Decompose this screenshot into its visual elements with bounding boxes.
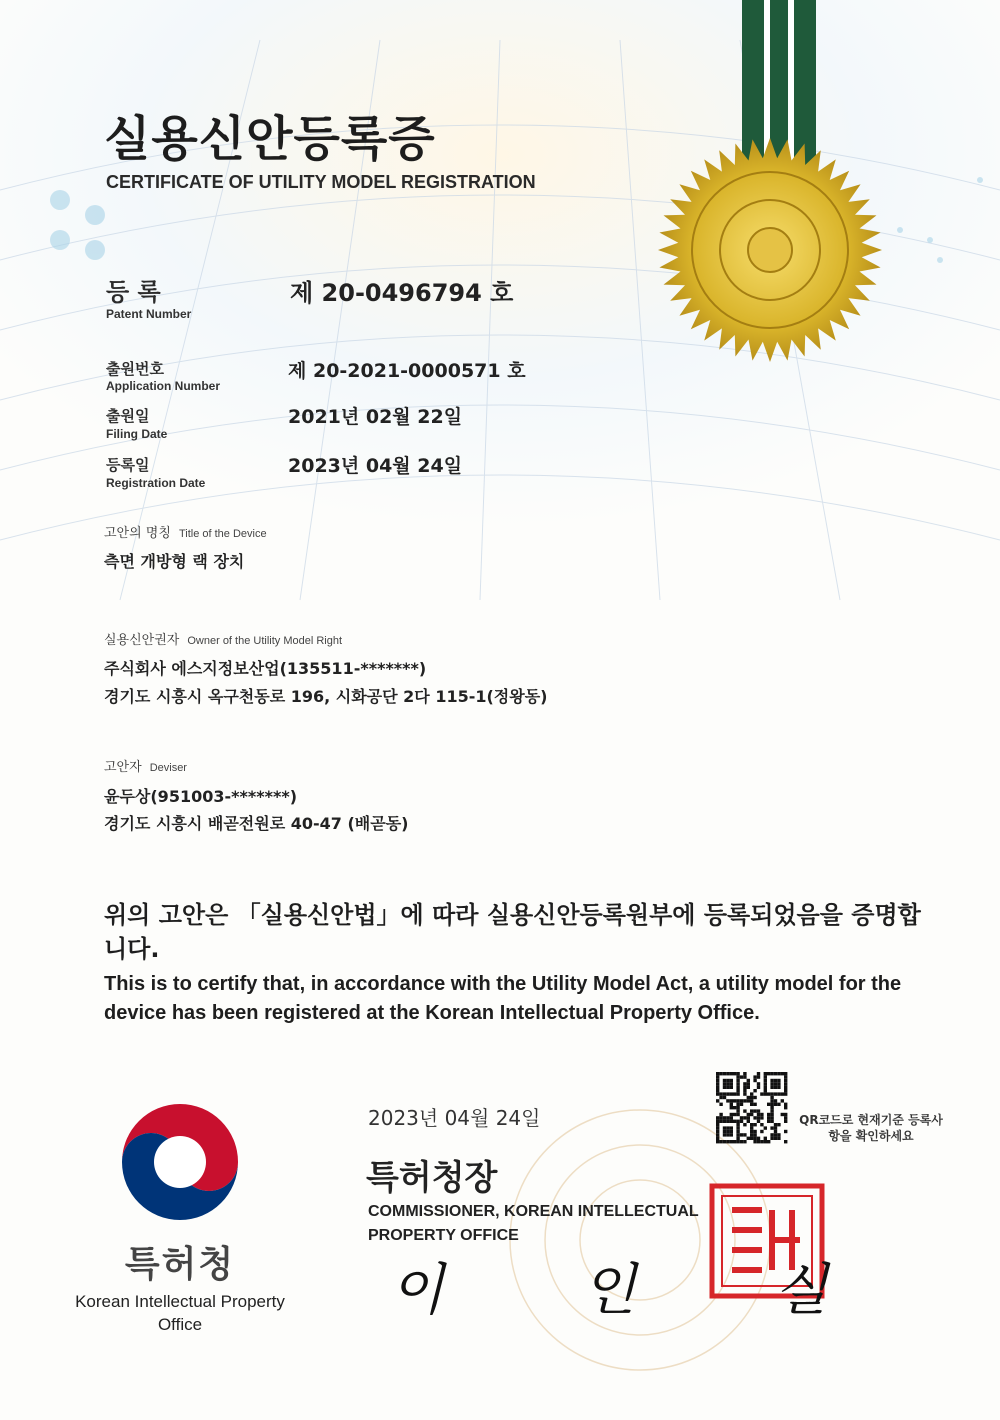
qr-module	[723, 1072, 726, 1075]
qr-module	[736, 1072, 739, 1075]
kipo-logo-text: 특허청	[124, 1244, 236, 1285]
device-label-en: Title of the Device	[178, 528, 267, 540]
qr-module	[750, 1130, 753, 1133]
qr-module	[770, 1106, 773, 1109]
qr-module	[774, 1072, 777, 1075]
qr-module	[716, 1123, 719, 1126]
qr-module	[764, 1137, 767, 1140]
qr-module	[784, 1103, 787, 1106]
qr-module	[730, 1103, 733, 1106]
commissioner-title: 특허청장	[366, 1158, 498, 1198]
qr-module	[736, 1082, 739, 1085]
qr-module	[747, 1137, 750, 1140]
qr-module	[736, 1140, 739, 1143]
qr-module	[781, 1113, 784, 1116]
qr-module	[757, 1075, 760, 1078]
owner-label: 실용신안권자	[104, 633, 180, 648]
qr-module	[716, 1082, 719, 1085]
qr-module	[716, 1072, 719, 1075]
qr-module	[733, 1140, 736, 1143]
qr-module	[730, 1086, 733, 1089]
qr-module	[716, 1137, 719, 1140]
qr-module	[719, 1120, 722, 1123]
qr-module	[716, 1120, 719, 1123]
qr-module	[743, 1075, 746, 1078]
qr-module	[753, 1103, 756, 1106]
gold-seal-graphic	[658, 138, 882, 362]
qr-module	[726, 1086, 729, 1089]
qr-module	[716, 1089, 719, 1092]
qr-module	[740, 1075, 743, 1078]
qr-module	[747, 1086, 750, 1089]
qr-code	[716, 1072, 787, 1143]
qr-module	[723, 1082, 726, 1085]
qr-note: QR코드로 현재기준 등록사항을 확인하세요	[799, 1113, 943, 1143]
qr-module	[750, 1123, 753, 1126]
qr-module	[774, 1130, 777, 1133]
qr-module	[743, 1089, 746, 1092]
qr-module	[770, 1092, 773, 1095]
qr-module	[764, 1126, 767, 1129]
qr-module	[716, 1133, 719, 1136]
certificate-subtitle: CERTIFICATE OF UTILITY MODEL REGISTRATION	[106, 172, 536, 192]
deviser-address: 경기도 시흥시 배곧전원로 40-47 (배곧동)	[104, 814, 409, 833]
filing-label: 출원일	[106, 407, 150, 425]
qr-module	[784, 1140, 787, 1143]
qr-module	[760, 1092, 763, 1095]
qr-module	[726, 1079, 729, 1082]
qr-module	[730, 1106, 733, 1109]
qr-module	[747, 1099, 750, 1102]
qr-module	[770, 1113, 773, 1116]
qr-module	[716, 1126, 719, 1129]
qr-module	[777, 1133, 780, 1136]
qr-module	[743, 1092, 746, 1095]
qr-module	[730, 1072, 733, 1075]
registration-date: 2023년 04월 24일	[288, 455, 463, 477]
signature: 이 인 실	[390, 1258, 888, 1323]
qr-module	[733, 1092, 736, 1095]
qr-module	[774, 1133, 777, 1136]
qr-module	[767, 1140, 770, 1143]
qr-module	[774, 1092, 777, 1095]
qr-module	[726, 1072, 729, 1075]
qr-module	[719, 1113, 722, 1116]
qr-module	[736, 1137, 739, 1140]
qr-module	[740, 1116, 743, 1119]
qr-module	[774, 1086, 777, 1089]
patent-label: 등 록	[106, 278, 161, 306]
qr-module	[730, 1116, 733, 1119]
qr-module	[784, 1113, 787, 1116]
qr-module	[770, 1137, 773, 1140]
qr-module	[733, 1120, 736, 1123]
qr-module	[784, 1075, 787, 1078]
qr-module	[774, 1079, 777, 1082]
qr-module	[740, 1133, 743, 1136]
qr-module	[747, 1082, 750, 1085]
qr-module	[777, 1092, 780, 1095]
qr-module	[753, 1137, 756, 1140]
qr-module	[740, 1103, 743, 1106]
qr-module	[770, 1096, 773, 1099]
qr-module	[781, 1092, 784, 1095]
qr-module	[743, 1109, 746, 1112]
application-number: 제 20-2021-0000571 호	[288, 360, 526, 382]
qr-module	[774, 1123, 777, 1126]
deviser-heading	[104, 756, 187, 775]
qr-module	[784, 1086, 787, 1089]
qr-module	[760, 1130, 763, 1133]
qr-module	[730, 1120, 733, 1123]
qr-module	[764, 1079, 767, 1082]
qr-module	[777, 1086, 780, 1089]
patent-number: 제 20-0496794 호	[290, 279, 514, 307]
qr-module	[753, 1116, 756, 1119]
qr-module	[736, 1099, 739, 1102]
qr-module	[767, 1113, 770, 1116]
qr-module	[767, 1092, 770, 1095]
qr-module	[753, 1130, 756, 1133]
qr-module	[784, 1082, 787, 1085]
owner-label-en: Owner of the Utility Model Right	[187, 635, 343, 647]
qr-module	[774, 1099, 777, 1102]
qr-module	[770, 1082, 773, 1085]
qr-module	[736, 1109, 739, 1112]
qr-module	[740, 1140, 743, 1143]
deviser-label-en: Deviser	[149, 762, 187, 774]
qr-module	[753, 1140, 756, 1143]
qr-module	[784, 1120, 787, 1123]
qr-module	[764, 1092, 767, 1095]
qr-module	[723, 1092, 726, 1095]
device-title: 측면 개방형 랙 장치	[104, 552, 245, 571]
qr-module	[750, 1133, 753, 1136]
qr-module	[726, 1099, 729, 1102]
qr-module	[760, 1113, 763, 1116]
qr-module	[764, 1082, 767, 1085]
qr-module	[750, 1137, 753, 1140]
qr-module	[770, 1103, 773, 1106]
qr-module	[716, 1116, 719, 1119]
qr-module	[747, 1096, 750, 1099]
qr-module	[757, 1116, 760, 1119]
qr-module	[723, 1079, 726, 1082]
qr-module	[743, 1082, 746, 1085]
declaration-en: This is to certify that, in accordance with the Utility Model Act, a utility model for the device has been registered at the Korean Intellectual Property Office.	[104, 973, 902, 1024]
qr-module	[757, 1086, 760, 1089]
qr-module	[750, 1103, 753, 1106]
registration-label: 등록일	[106, 456, 150, 474]
qr-module	[740, 1120, 743, 1123]
qr-module	[747, 1116, 750, 1119]
qr-module	[781, 1099, 784, 1102]
qr-module	[777, 1079, 780, 1082]
owner-address: 경기도 시흥시 옥구천동로 196, 시화공단 2다 115-1(정왕동)	[104, 687, 548, 706]
qr-module	[743, 1140, 746, 1143]
qr-module	[743, 1099, 746, 1102]
qr-module	[750, 1096, 753, 1099]
device-label: 고안의 명칭	[104, 526, 171, 541]
qr-module	[757, 1140, 760, 1143]
qr-module	[719, 1103, 722, 1106]
qr-module	[736, 1113, 739, 1116]
qr-module	[784, 1089, 787, 1092]
qr-module	[716, 1140, 719, 1143]
commissioner-title-en: COMMISSIONER, KOREAN INTELLECTUAL PROPERTY OFFICE	[368, 1203, 699, 1244]
qr-module	[757, 1137, 760, 1140]
qr-module	[757, 1109, 760, 1112]
qr-module	[774, 1103, 777, 1106]
qr-module	[750, 1109, 753, 1112]
qr-module	[767, 1120, 770, 1123]
qr-module	[753, 1096, 756, 1099]
qr-module	[723, 1086, 726, 1089]
qr-module	[730, 1092, 733, 1095]
patent-label-en: Patent Number	[106, 307, 192, 321]
qr-module	[764, 1086, 767, 1089]
qr-module	[781, 1072, 784, 1075]
deviser-label: 고안자	[104, 760, 142, 775]
qr-module	[784, 1130, 787, 1133]
qr-module	[747, 1113, 750, 1116]
qr-module	[736, 1103, 739, 1106]
kipo-logo-text-en: Korean Intellectual Property Office	[75, 1292, 285, 1334]
qr-module	[770, 1126, 773, 1129]
qr-module	[770, 1072, 773, 1075]
qr-module	[736, 1079, 739, 1082]
qr-module	[730, 1126, 733, 1129]
application-label: 출원번호	[106, 360, 164, 378]
qr-module	[726, 1116, 729, 1119]
qr-module	[743, 1133, 746, 1136]
qr-module	[770, 1133, 773, 1136]
qr-module	[770, 1120, 773, 1123]
qr-module	[753, 1075, 756, 1078]
qr-module	[757, 1120, 760, 1123]
qr-module	[726, 1130, 729, 1133]
qr-module	[736, 1130, 739, 1133]
qr-module	[736, 1086, 739, 1089]
qr-module	[774, 1126, 777, 1129]
qr-module	[767, 1116, 770, 1119]
qr-module	[736, 1075, 739, 1078]
deviser-name: 윤두상(951003-*******)	[104, 787, 298, 806]
qr-module	[784, 1072, 787, 1075]
qr-module	[740, 1099, 743, 1102]
qr-module	[753, 1133, 756, 1136]
qr-module	[784, 1116, 787, 1119]
qr-module	[743, 1086, 746, 1089]
application-label-en: Application Number	[106, 379, 221, 393]
qr-module	[719, 1116, 722, 1119]
qr-module	[716, 1099, 719, 1102]
qr-module	[764, 1075, 767, 1078]
qr-module	[730, 1133, 733, 1136]
qr-module	[777, 1123, 780, 1126]
qr-module	[736, 1092, 739, 1095]
qr-module	[777, 1082, 780, 1085]
qr-module	[719, 1096, 722, 1099]
qr-module	[784, 1092, 787, 1095]
qr-module	[770, 1086, 773, 1089]
qr-module	[730, 1130, 733, 1133]
qr-module	[723, 1126, 726, 1129]
qr-module	[736, 1089, 739, 1092]
qr-module	[723, 1096, 726, 1099]
issue-date: 2023년 04월 24일	[368, 1106, 541, 1130]
qr-module	[726, 1133, 729, 1136]
qr-module	[726, 1092, 729, 1095]
qr-module	[719, 1072, 722, 1075]
qr-module	[774, 1137, 777, 1140]
qr-module	[777, 1103, 780, 1106]
qr-module	[777, 1137, 780, 1140]
qr-module	[764, 1089, 767, 1092]
qr-module	[750, 1099, 753, 1102]
qr-module	[753, 1089, 756, 1092]
qr-module	[719, 1140, 722, 1143]
qr-module	[757, 1113, 760, 1116]
qr-module	[730, 1099, 733, 1102]
qr-module	[723, 1140, 726, 1143]
qr-module	[723, 1133, 726, 1136]
qr-module	[719, 1092, 722, 1095]
qr-module	[716, 1075, 719, 1078]
qr-module	[716, 1130, 719, 1133]
certificate-title: 실용신안등록증	[104, 111, 436, 167]
qr-module	[760, 1116, 763, 1119]
qr-module	[723, 1130, 726, 1133]
qr-module	[726, 1120, 729, 1123]
qr-module	[777, 1072, 780, 1075]
qr-module	[733, 1099, 736, 1102]
qr-module	[736, 1120, 739, 1123]
qr-module	[757, 1072, 760, 1075]
kipo-logo-graphic	[122, 1104, 238, 1220]
qr-module	[730, 1079, 733, 1082]
qr-module	[736, 1106, 739, 1109]
filing-label-en: Filing Date	[106, 427, 168, 441]
qr-module	[733, 1072, 736, 1075]
qr-module	[760, 1140, 763, 1143]
qr-module	[784, 1079, 787, 1082]
qr-module	[767, 1072, 770, 1075]
qr-module	[736, 1126, 739, 1129]
qr-module	[743, 1072, 746, 1075]
owner-name: 주식회사 에스지정보산업(135511-*******)	[104, 659, 427, 678]
qr-module	[760, 1123, 763, 1126]
owner-heading	[104, 629, 342, 648]
filing-date: 2021년 02월 22일	[288, 406, 463, 428]
qr-module	[726, 1140, 729, 1143]
qr-module	[784, 1106, 787, 1109]
qr-module	[770, 1109, 773, 1112]
qr-module	[750, 1092, 753, 1095]
qr-module	[770, 1116, 773, 1119]
qr-module	[750, 1126, 753, 1129]
qr-module	[764, 1140, 767, 1143]
qr-module	[750, 1113, 753, 1116]
qr-module	[736, 1123, 739, 1126]
qr-module	[770, 1099, 773, 1102]
qr-module	[743, 1123, 746, 1126]
qr-module	[730, 1140, 733, 1143]
qr-module	[716, 1079, 719, 1082]
qr-module	[753, 1079, 756, 1082]
qr-module	[767, 1103, 770, 1106]
qr-module	[757, 1082, 760, 1085]
qr-module	[747, 1120, 750, 1123]
qr-module	[716, 1092, 719, 1095]
device-heading	[104, 522, 267, 541]
qr-module	[764, 1072, 767, 1075]
qr-module	[736, 1133, 739, 1136]
registration-label-en: Registration Date	[106, 476, 206, 490]
qr-module	[723, 1120, 726, 1123]
qr-module	[726, 1126, 729, 1129]
qr-module	[770, 1079, 773, 1082]
qr-module	[774, 1082, 777, 1085]
qr-module	[747, 1079, 750, 1082]
qr-module	[730, 1113, 733, 1116]
qr-module	[753, 1109, 756, 1112]
qr-module	[730, 1082, 733, 1085]
qr-module	[733, 1113, 736, 1116]
qr-module	[753, 1123, 756, 1126]
qr-module	[723, 1116, 726, 1119]
qr-module	[733, 1106, 736, 1109]
qr-module	[726, 1082, 729, 1085]
qr-module	[716, 1086, 719, 1089]
qr-module	[743, 1116, 746, 1119]
declaration-ko: 위의 고안은 「실용신안법」에 따라 실용신안등록원부에 등록되었음을 증명합니다.	[104, 901, 921, 963]
